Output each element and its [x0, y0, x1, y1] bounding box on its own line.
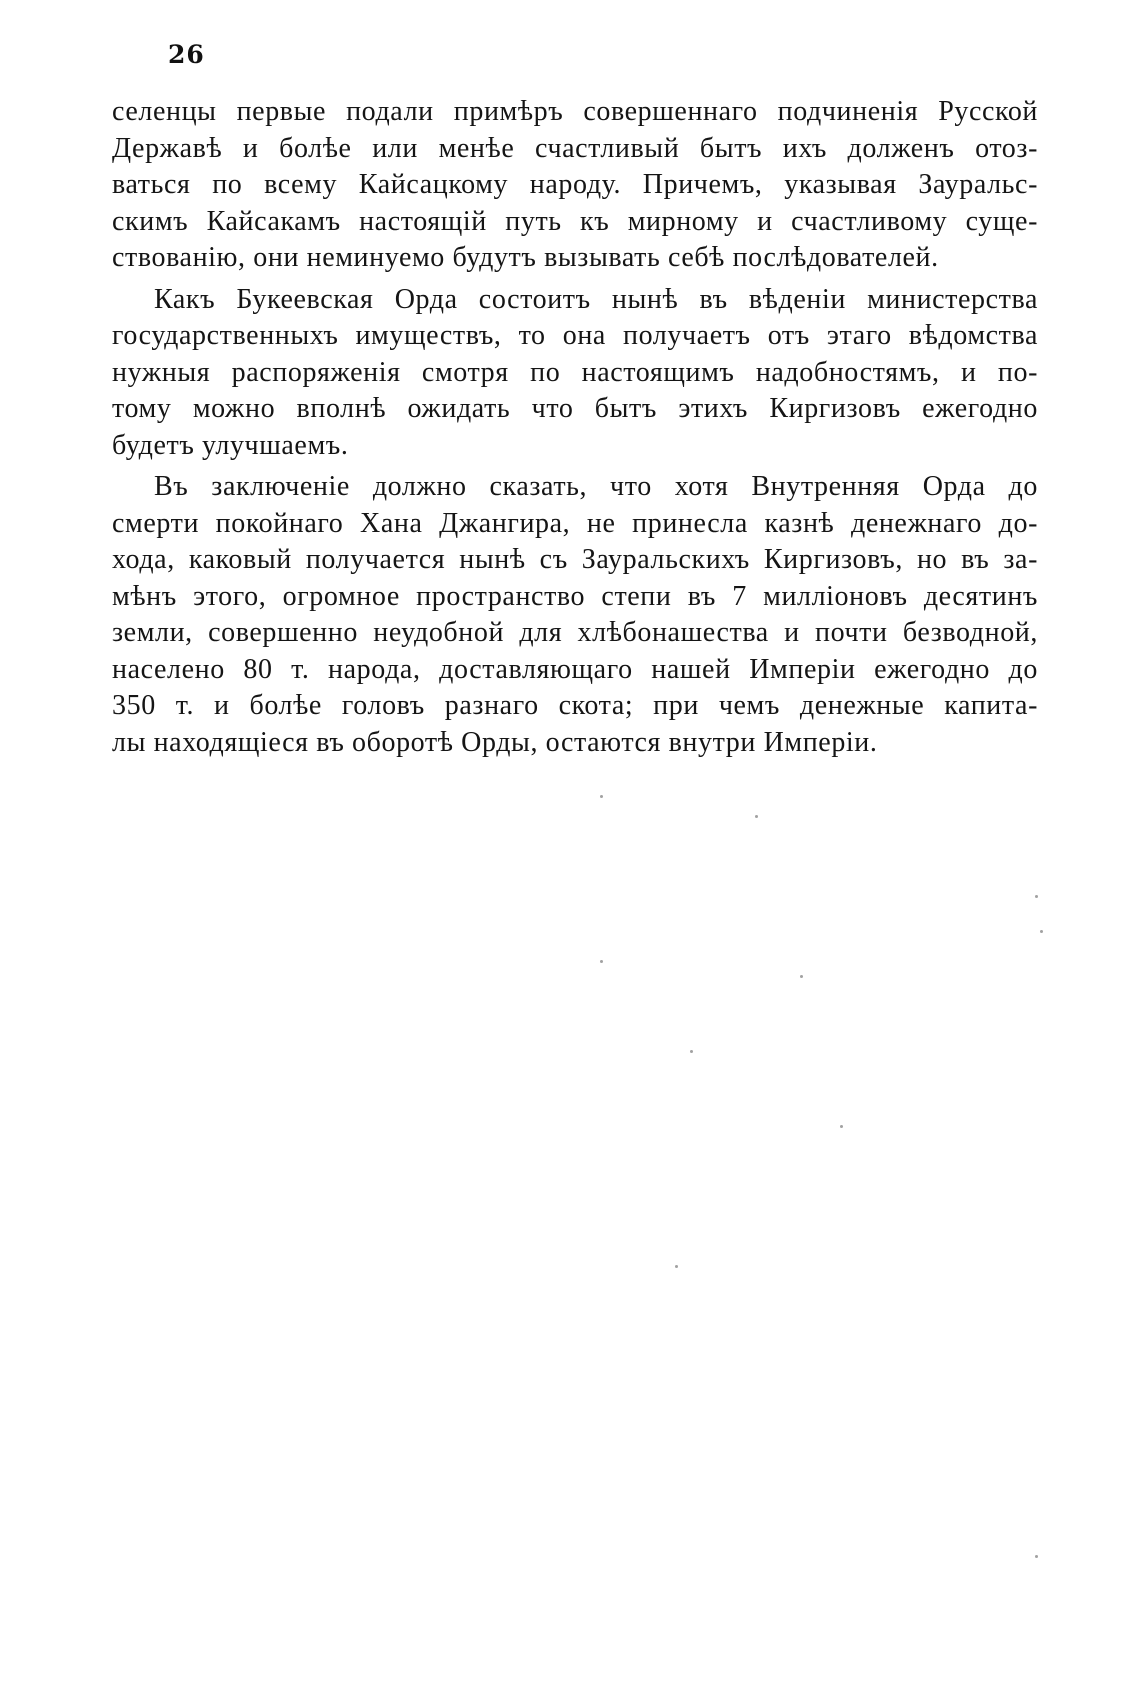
- text-line: государственныхъ имуществъ, то она получаетъ отъ этаго вѣдомства: [112, 320, 1038, 351]
- text-line: лы находящіеся въ оборотѣ Орды, остаются внутри Имперіи.: [112, 726, 878, 758]
- scan-speck: [1035, 1555, 1038, 1558]
- scan-speck: [840, 1125, 843, 1128]
- text-line: Державѣ и болѣе или менѣе счастливый бытъ ихъ долженъ отоз-: [112, 132, 1038, 164]
- paragraph: [112, 282, 1038, 465]
- text-line: нужныя распоряженія смотря по настоящимъ надобностямъ, и по-: [112, 356, 1038, 388]
- text-line: 350 т. и болѣе головъ разнаго скота; при чемъ денежные капита-: [112, 690, 1038, 721]
- text-line: населено 80 т. народа, доставляющаго нашей Имперіи ежегодно до: [112, 653, 1038, 685]
- paragraph: [112, 94, 1038, 277]
- scan-speck: [800, 975, 803, 978]
- text-line: ствованію, они неминуемо будутъ вызывать себѣ послѣдователей.: [112, 242, 939, 273]
- scan-speck: [690, 1050, 693, 1053]
- scan-speck: [1035, 895, 1038, 898]
- text-line: смерти покойнаго Хана Джангира, не принесла казнѣ денежнаго до-: [112, 507, 1038, 539]
- scan-speck: [600, 795, 603, 798]
- text-line: земли, совершенно неудобной для хлѣбонашества и почти безводной,: [112, 617, 1038, 648]
- text-line: хода, каковый получается нынѣ съ Зауральскихъ Киргизовъ, но въ за-: [112, 544, 1038, 575]
- scan-speck: [600, 960, 603, 963]
- body-text: [112, 94, 1038, 761]
- text-line: Какъ Букеевская Орда состоитъ нынѣ въ вѣденіи министерства: [154, 283, 1038, 315]
- text-line: тому можно вполнѣ ожидать что бытъ этихъ Киргизовъ ежегодно: [112, 393, 1038, 424]
- text-line: мѣнъ этого, огромное пространство степи въ 7 милліоновъ десятинъ: [112, 580, 1038, 612]
- scan-speck: [675, 1265, 678, 1268]
- paragraph: [112, 469, 1038, 761]
- page-number: 26: [168, 40, 205, 69]
- text-line: ваться по всему Кайсацкому народу. Причемъ, указывая Зауральс-: [112, 169, 1038, 200]
- text-line: селенцы первые подали примѣръ совершеннаго подчиненія Русской: [112, 96, 1038, 127]
- scan-speck: [1040, 930, 1043, 933]
- text-line: Въ заключеніе должно сказать, что хотя Внутренняя Орда до: [154, 471, 1038, 502]
- text-line: скимъ Кайсакамъ настоящій путь къ мирному и счастливому суще-: [112, 205, 1038, 237]
- scan-speck: [755, 815, 758, 818]
- text-line: будетъ улучшаемъ.: [112, 429, 349, 461]
